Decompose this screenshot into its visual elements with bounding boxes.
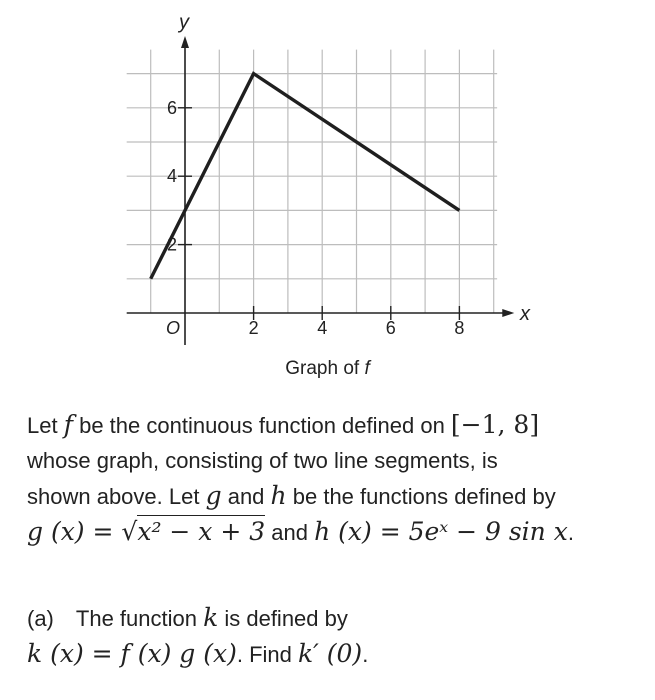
part-a-text: is defined by — [218, 606, 348, 631]
x-tick-label: 8 — [454, 318, 465, 338]
intro-line-1 — [27, 407, 637, 443]
x-tick-label: 6 — [385, 318, 396, 338]
part-a-text: . Find — [236, 642, 298, 667]
g-radicand: x² − x + 3 — [137, 517, 266, 546]
domain-interval: [−1, 8] — [450, 410, 540, 439]
intro-line-2: whose graph, consisting of two line segments, is — [27, 448, 498, 473]
y-axis-arrow-icon — [181, 36, 189, 48]
x-tick-label: 2 — [248, 318, 259, 338]
intro-text: be the continuous function defined on — [72, 413, 451, 438]
part-a-line-2 — [27, 636, 637, 672]
part-a-text: . — [362, 642, 369, 667]
var-g: g — [205, 481, 222, 510]
graph-caption — [0, 358, 655, 380]
part-a — [27, 600, 637, 672]
var-f: f — [63, 410, 73, 439]
intro-text: shown above. Let — [27, 484, 206, 509]
intro-text: and — [265, 520, 315, 545]
x-tick-label: 4 — [317, 318, 328, 338]
caption-prefix: Graph of — [285, 358, 365, 379]
axes — [127, 12, 531, 345]
intro-text: be the functions defined by — [286, 484, 556, 509]
k-definition: k (x) = f (x) g (x) — [27, 639, 237, 668]
var-k: k — [203, 603, 219, 632]
y-axis-label: y — [179, 11, 189, 34]
var-h: h — [270, 481, 287, 510]
intro-line-4 — [27, 514, 637, 550]
sqrt-icon: √ — [121, 517, 138, 546]
caption-var: f — [364, 358, 370, 379]
x-axis-label: x — [519, 303, 530, 325]
y-tick-label: 2 — [166, 234, 177, 255]
g-definition-lhs: g (x) = — [27, 517, 122, 546]
ticks — [167, 98, 464, 338]
k-prime-target: k′ (0) — [298, 639, 363, 668]
intro-text: . — [567, 520, 574, 545]
intro-text: and — [221, 484, 271, 509]
part-a-text: The function — [75, 606, 204, 631]
intro-text: Let — [27, 413, 64, 438]
x-axis-arrow-icon — [502, 309, 514, 317]
origin-label: O — [166, 318, 181, 338]
y-tick-label: 4 — [166, 166, 177, 187]
part-a-line-1 — [27, 600, 637, 636]
intro-line-3 — [27, 478, 637, 514]
problem-intro — [27, 407, 637, 550]
h-definition: h (x) = 5eˣ − 9 sin x — [314, 517, 568, 546]
part-a-label: (a) — [27, 606, 54, 631]
grid — [127, 50, 497, 313]
y-tick-label: 6 — [166, 97, 177, 118]
